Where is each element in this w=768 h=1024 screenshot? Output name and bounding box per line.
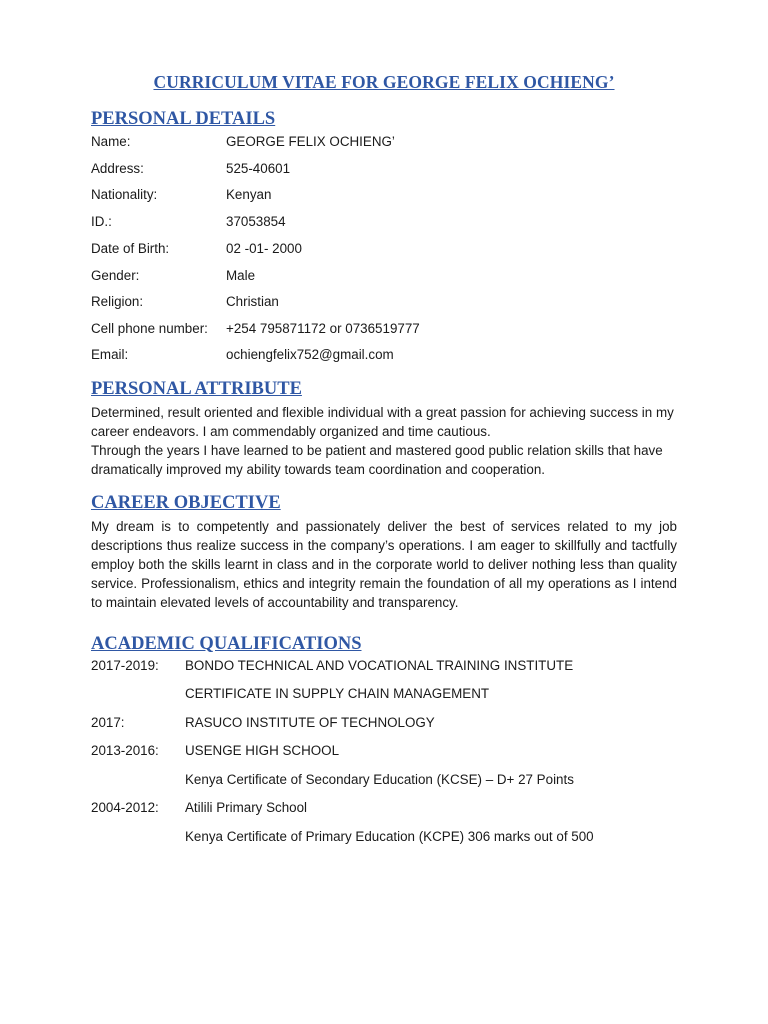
detail-value: Kenyan (226, 187, 272, 202)
detail-label: Name: (91, 134, 131, 149)
qualification-year: 2004-2012: (91, 800, 159, 815)
personal-details-heading: PERSONAL DETAILS (91, 109, 276, 129)
personal-attribute-paragraph-1: Determined, result oriented and flexible individual with a great passion for achieving success in my career endeavors. I am commendably organized and time cautious. (91, 405, 674, 439)
qualification-text: Kenya Certificate of Primary Education (KCPE) 306 marks out of 500 (185, 829, 594, 844)
detail-value: 525-40601 (226, 161, 291, 176)
qualification-text: RASUCO INSTITUTE OF TECHNOLOGY (185, 715, 435, 730)
qualification-text: Atilili Primary School (185, 800, 308, 815)
career-objective-paragraph: My dream is to competently and passionately deliver the best of services related to my job descriptions thus realize success in the company’s operations. I am eager to skillfully and tactfully employ both the skills learnt in class and in the corporate world to deliver nothing less than quality service. Professionalism, ethics and integrity remain the foundation of all my operations as I intend to maintain elevated levels of accountability and transparency. (91, 519, 677, 610)
qualification-text: Kenya Certificate of Secondary Education (KCSE) – D+ 27 Points (185, 772, 574, 787)
qualification-text: BONDO TECHNICAL AND VOCATIONAL TRAINING INSTITUTE (185, 658, 574, 673)
personal-attribute-paragraph-2: Through the years I have learned to be patient and mastered good public relation skills that have dramatically improved my ability towards team coordination and cooperation. (91, 443, 663, 477)
detail-label: Cell phone number: (91, 321, 208, 336)
career-objective-heading: CAREER OBJECTIVE (91, 493, 281, 513)
document-title: CURRICULUM VITAE FOR GEORGE FELIX OCHIENG’ (153, 72, 615, 92)
detail-label: Date of Birth: (91, 241, 170, 256)
qualification-year: 2017-2019: (91, 658, 159, 673)
detail-value: Christian (226, 294, 279, 309)
detail-value: GEORGE FELIX OCHIENG’ (226, 134, 395, 149)
detail-value: ochiengfelix752@gmail.com (226, 347, 394, 362)
academic-qualifications-heading: ACADEMIC QUALIFICATIONS (91, 634, 362, 654)
detail-value: +254 795871172 or 0736519777 (226, 321, 420, 336)
detail-label: Nationality: (91, 187, 158, 202)
detail-value: 02 -01- 2000 (226, 241, 302, 256)
qualification-year: 2013-2016: (91, 743, 159, 758)
qualification-year: 2017: (91, 715, 125, 730)
detail-label: Religion: (91, 294, 144, 309)
detail-label: Email: (91, 347, 129, 362)
detail-value: Male (226, 268, 256, 283)
detail-value: 37053854 (226, 214, 286, 229)
qualification-text: CERTIFICATE IN SUPPLY CHAIN MANAGEMENT (185, 686, 490, 701)
detail-label: Gender: (91, 268, 140, 283)
detail-label: Address: (91, 161, 144, 176)
qualification-text: USENGE HIGH SCHOOL (185, 743, 340, 758)
detail-label: ID.: (91, 214, 112, 229)
personal-attribute-heading: PERSONAL ATTRIBUTE (91, 379, 302, 399)
